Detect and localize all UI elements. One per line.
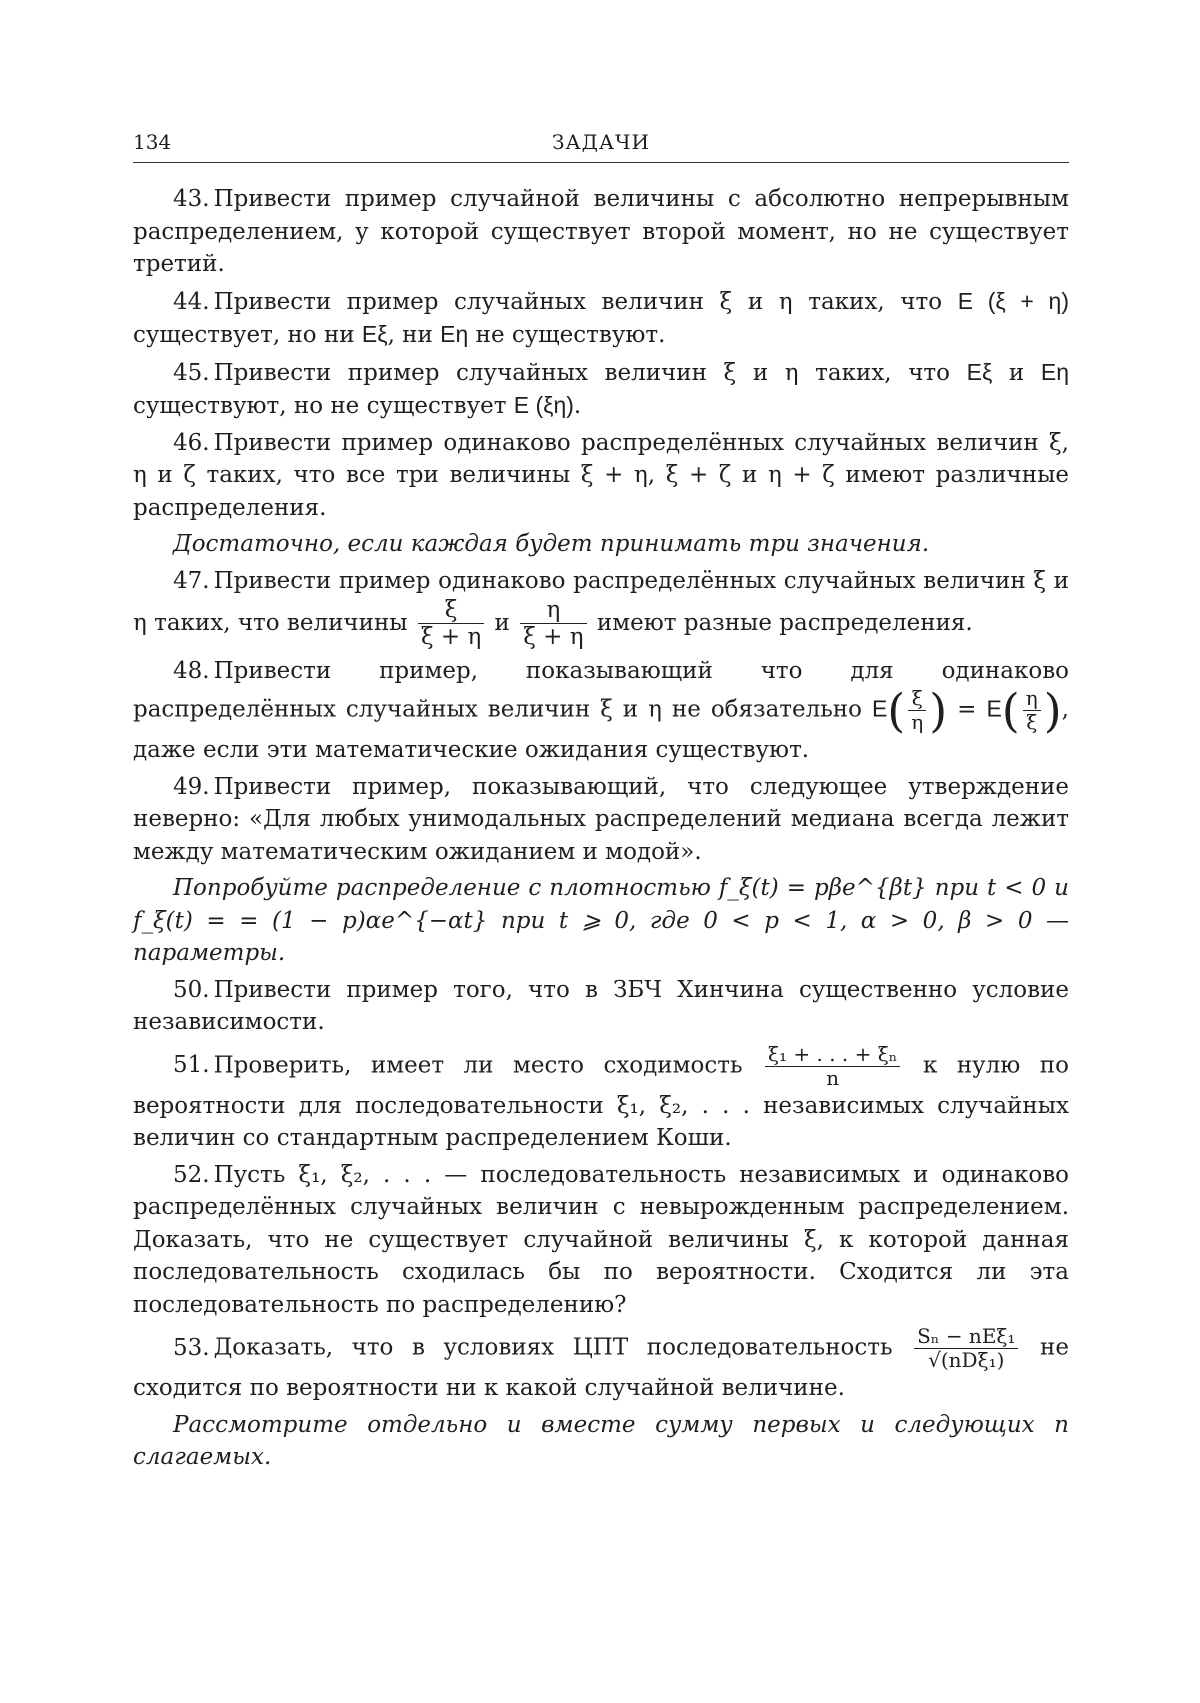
problem-text: Привести пример того, что в ЗБЧ Хинчина существенно условие независимости. (133, 976, 1069, 1036)
problem-43 (133, 183, 1069, 281)
problem-50 (133, 974, 1069, 1039)
left-paren: ( (887, 683, 906, 738)
problem-number: 52. (173, 1161, 210, 1188)
problem-text: . (573, 393, 582, 419)
problem-text: Привести пример, показывающий, что следующее утверждение неверно: «Для любых унимодальных распределений медиана всегда лежит между математическим ожиданием и модой». (133, 773, 1069, 865)
fraction (520, 597, 586, 651)
problem-number: 44. (173, 288, 210, 315)
formula: Eη (1040, 358, 1069, 385)
fraction-denominator: n (826, 1065, 840, 1090)
fraction (418, 597, 484, 651)
expectation-operator: E (871, 695, 888, 722)
problem-number: 43. (173, 186, 210, 212)
problem-number: 53. (173, 1334, 210, 1361)
fraction-denominator: √(nDξ₁) (928, 1348, 1005, 1373)
fraction-denominator: ξ + η (420, 624, 482, 651)
formula: E (ξη) (513, 392, 574, 418)
problem-text: , ни (387, 322, 441, 348)
problem-number: 51. (173, 1052, 210, 1079)
problem-47 (133, 565, 1069, 651)
problem-52 (133, 1159, 1069, 1322)
problem-45 (133, 356, 1069, 423)
formula: E (ξ + η) (957, 287, 1069, 314)
problem-number: 45. (173, 359, 210, 386)
hint-49: Попробуйте распределение с плотностью f_ξ(t) = pβe^{βt} при t < 0 и f_ξ(t) = = (1 − p)αe^{−αt} при t ⩾ 0, где 0 < p < 1, α > 0, β > 0 — параметры. (133, 875, 1069, 967)
problem-46 (133, 427, 1069, 525)
hint-53: Рассмотрите отдельно и вместе сумму первых и следующих n слагаемых. (133, 1411, 1069, 1471)
fraction-numerator: η (1023, 687, 1041, 711)
problem-text: к нулю по вероятности для последовательности ξ₁, ξ₂, . . . независимых случайных величин со стандартным распределением Коши. (133, 1052, 1069, 1152)
problem-text: Доказать, что в условиях ЦПТ последовательность (213, 1334, 912, 1361)
fraction (914, 1325, 1018, 1372)
expectation-operator: E (986, 695, 1002, 722)
formula: Eξ (361, 321, 388, 347)
problem-number: 48. (173, 657, 210, 684)
fraction-numerator: ξ (908, 687, 926, 711)
fraction-numerator: ξ (418, 597, 484, 624)
problem-list (133, 183, 1069, 1478)
equals-sign: = (947, 696, 987, 723)
problem-text: Привести пример, показывающий что для одинаково распределённых случайных величин ξ и η не обязательно (133, 657, 1069, 723)
problem-text: Привести пример случайной величины с абсолютно непрерывным распределением, у которой существует второй момент, но не существует третий. (133, 186, 1069, 277)
page-header (133, 130, 1069, 163)
fraction (765, 1043, 900, 1090)
fraction-numerator: Sₙ − nEξ₁ (914, 1325, 1018, 1349)
right-paren: ) (1043, 683, 1062, 738)
problem-text: Привести пример одинаково распределённых случайных величин ξ и η таких, что величины (133, 567, 1069, 636)
fraction-denominator: η (911, 710, 924, 735)
hint-46: Достаточно, если каждая будет принимать три значения. (173, 531, 930, 557)
problem-48 (133, 655, 1069, 767)
fraction (1023, 687, 1041, 734)
problem-text: Привести пример случайных величин ξ и η таких, что (213, 359, 967, 386)
problem-number: 50. (173, 976, 210, 1003)
problem-text: не сходится по вероятности ни к какой случайной величине. (133, 1334, 1069, 1402)
problem-text: имеют разные распределения. (589, 609, 973, 636)
problem-51 (133, 1043, 1069, 1155)
fraction-denominator: ξ (1026, 710, 1038, 735)
formula: Eη (440, 321, 469, 347)
page-number: 134 (133, 130, 172, 154)
problem-text: , даже если эти математические ожидания существуют. (133, 696, 1069, 764)
fraction-denominator: ξ + η (523, 624, 584, 651)
problem-text: существует, но ни (133, 322, 362, 348)
problem-49 (133, 771, 1069, 869)
problem-text: Проверить, имеет ли место сходимость (213, 1052, 762, 1079)
problem-number: 47. (173, 567, 210, 594)
problem-text: и (487, 609, 518, 636)
problem-text: и (992, 359, 1041, 386)
formula: Eξ (966, 358, 993, 385)
problem-number: 46. (173, 429, 210, 456)
fraction-numerator: ξ₁ + . . . + ξₙ (765, 1043, 900, 1067)
left-paren: ( (1001, 683, 1020, 738)
problem-53 (133, 1325, 1069, 1405)
running-head: ЗАДАЧИ (552, 130, 650, 154)
problem-text: Привести пример одинаково распределённых случайных величин ξ, η и ζ таких, что все три величины ξ + η, ξ + ζ и η + ζ имеют различные распределения. (133, 429, 1069, 521)
problem-text: Привести пример случайных величин ξ и η таких, что (213, 288, 958, 315)
problem-text: существуют, но не существует (133, 393, 514, 419)
problem-text: не существуют. (468, 322, 666, 348)
fraction (908, 687, 926, 734)
problem-44 (133, 285, 1069, 352)
problem-text: Пусть ξ₁, ξ₂, . . . — последовательность независимых и одинаково распределённых случайных величин с невырожденным распределением. Доказать, что не существует случайной величины ξ, к которой данная последовательность сходилась бы по вероятности. Сходится ли эта последовательность по распределению? (133, 1161, 1069, 1318)
right-paren: ) (929, 683, 948, 738)
fraction-numerator: η (520, 597, 586, 624)
problem-number: 49. (173, 773, 210, 800)
